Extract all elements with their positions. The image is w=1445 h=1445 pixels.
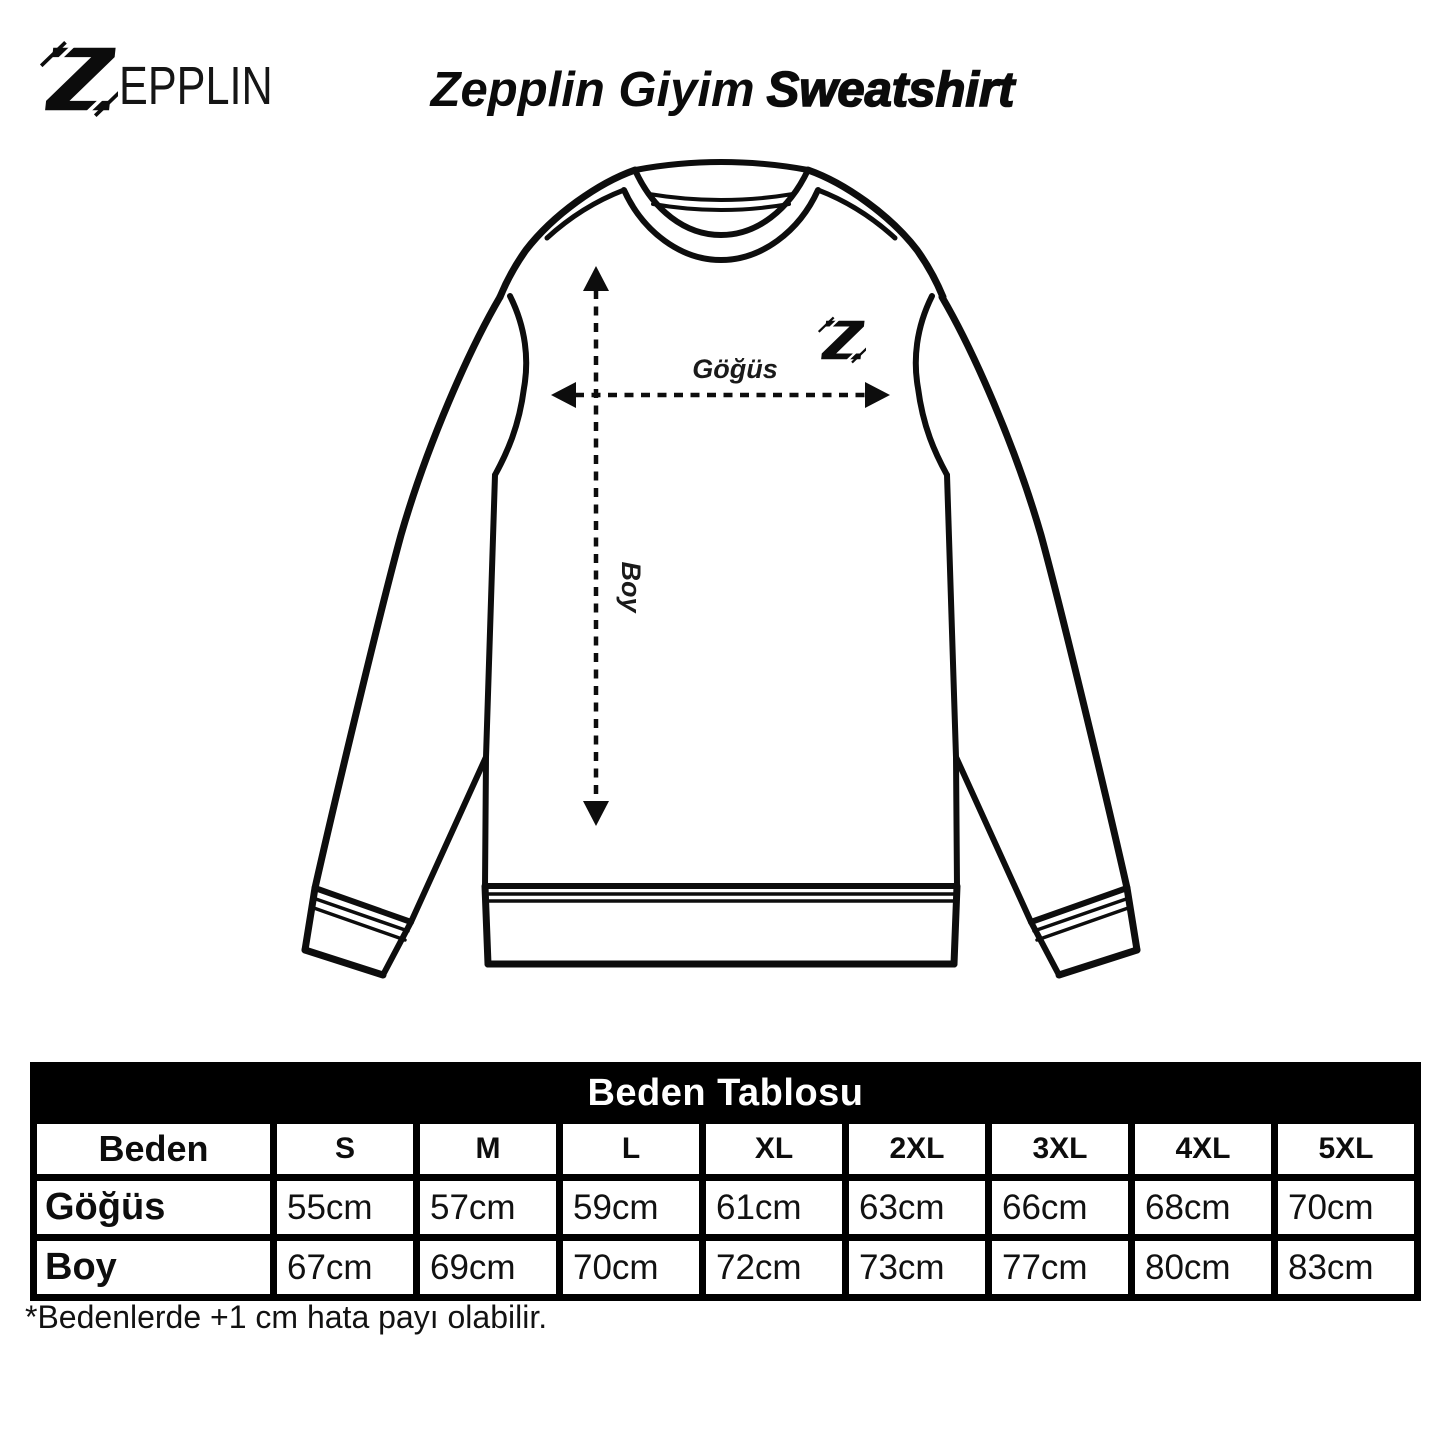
chest-value: 59cm — [560, 1178, 703, 1238]
length-value: 69cm — [417, 1238, 560, 1298]
length-value: 70cm — [560, 1238, 703, 1298]
table-title-row — [34, 1066, 1418, 1121]
left-sleeve-outline — [305, 296, 526, 975]
brand-text: EPPLIN — [119, 56, 273, 116]
size-header: 4XL — [1132, 1121, 1275, 1178]
length-row — [34, 1238, 1418, 1298]
chest-row — [34, 1178, 1418, 1238]
chest-label: Göğüs — [692, 354, 778, 384]
size-header: 3XL — [989, 1121, 1132, 1178]
length-value: 80cm — [1132, 1238, 1275, 1298]
size-header: S — [274, 1121, 417, 1178]
tolerance-footnote: *Bedenlerde +1 cm hata payı olabilir. — [25, 1299, 548, 1335]
chest-row-label: Göğüs — [34, 1178, 274, 1238]
table-title: Beden Tablosu — [34, 1066, 1418, 1121]
size-header: 5XL — [1275, 1121, 1418, 1178]
chest-value: 63cm — [846, 1178, 989, 1238]
size-header: 2XL — [846, 1121, 989, 1178]
length-value: 67cm — [274, 1238, 417, 1298]
sweatshirt-diagram — [283, 150, 1163, 1030]
size-table — [30, 1062, 1421, 1301]
page-title — [0, 64, 1445, 118]
chest-value: 57cm — [417, 1178, 560, 1238]
size-header: L — [560, 1121, 703, 1178]
chest-value: 70cm — [1275, 1178, 1418, 1238]
size-header: XL — [703, 1121, 846, 1178]
right-sleeve-outline — [916, 296, 1137, 975]
title-product-name: Sweatshirt — [766, 63, 1015, 117]
length-arrow — [583, 266, 609, 826]
length-value: 83cm — [1275, 1238, 1418, 1298]
chest-value: 61cm — [703, 1178, 846, 1238]
title-brand-name: Zepplin Giyim — [430, 63, 755, 117]
length-value: 77cm — [989, 1238, 1132, 1298]
chest-value: 68cm — [1132, 1178, 1275, 1238]
chest-width-arrow — [551, 382, 890, 408]
collar-outline — [624, 162, 818, 260]
length-label: Boy — [616, 561, 646, 613]
sweatshirt-sketch — [283, 150, 1163, 1030]
chest-value: 66cm — [989, 1178, 1132, 1238]
length-value: 73cm — [846, 1238, 989, 1298]
size-header-row — [34, 1121, 1418, 1178]
chest-z-logo-icon — [815, 315, 870, 365]
size-header: M — [417, 1121, 560, 1178]
size-column-header: Beden — [34, 1121, 274, 1178]
length-value: 72cm — [703, 1238, 846, 1298]
length-row-label: Boy — [34, 1238, 274, 1298]
body-outline — [485, 475, 957, 964]
chest-value: 55cm — [274, 1178, 417, 1238]
